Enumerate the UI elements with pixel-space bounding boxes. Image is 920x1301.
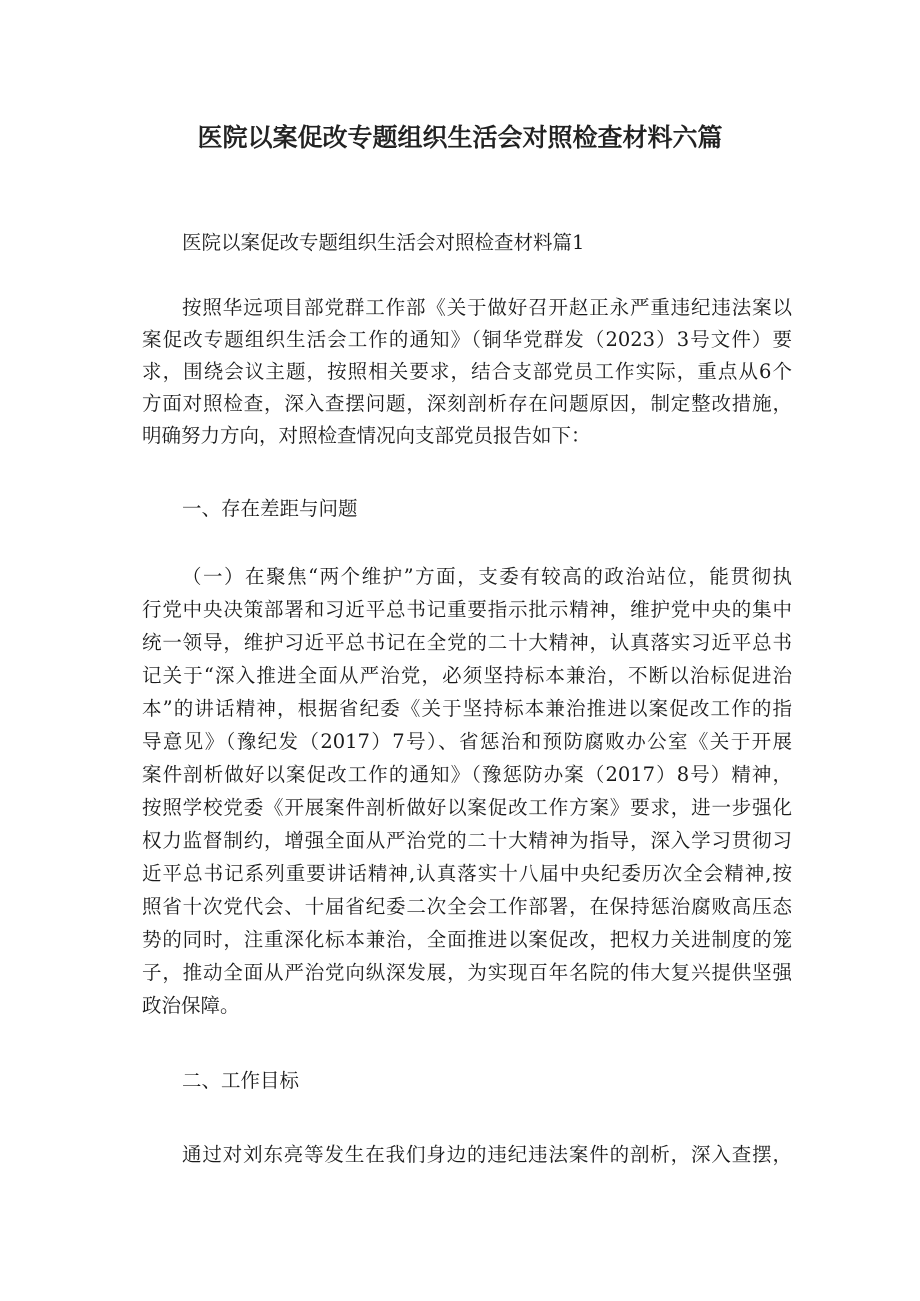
body-line: 照省十次党代会、十届省纪委二次全会工作部署，在保持惩治腐败高压态: [142, 895, 792, 918]
body-line: 导意见》（豫纪发（2017）7号）、省惩治和预防腐败办公室《关于开展: [142, 730, 792, 753]
intro-line: 方面对照检查，深入查摆问题，深刻剖析存在问题原因，制定整改措施，: [142, 392, 792, 415]
body-line: 子，推动全面从严治党向纵深发展，为实现百年名院的伟大复兴提供坚强: [142, 961, 792, 984]
body-line: （一）在聚焦“两个维护”方面，支委有较高的政治站位，能贯彻执: [182, 565, 792, 588]
intro-line: 按照华远项目部党群工作部《关于做好召开赵正永严重违纪违法案以: [182, 296, 792, 319]
body-line: 权力监督制约，增强全面从严治党的二十大精神为指导，深入学习贯彻习: [142, 829, 792, 852]
body-line: 按照学校党委《开展案件剖析做好以案促改工作方案》要求，进一步强化: [142, 796, 792, 819]
document-title: 医院以案促改专题组织生活会对照检查材料六篇: [197, 123, 723, 152]
intro-line: 明确努力方向，对照检查情况向支部党员报告如下：: [142, 424, 591, 447]
body-line: 政治保障。: [142, 994, 240, 1017]
body-line: 势的同时，注重深化标本兼治，全面推进以案促改，把权力关进制度的笼: [142, 928, 792, 951]
body-line: 统一领导，维护习近平总书记在全党的二十大精神，认真落实习近平总书: [142, 631, 792, 654]
section-heading: 一、存在差距与问题: [182, 497, 358, 520]
body-line: 通过对刘东亮等发生在我们身边的违纪违法案件的剖析，深入查摆，: [182, 1143, 792, 1166]
body-line: 记关于“深入推进全面从严治党，必须坚持标本兼治，不断以治标促进治: [142, 664, 792, 687]
intro-line: 案促改专题组织生活会工作的通知》（铜华党群发（2023）3号文件）要: [142, 328, 792, 351]
body-line: 案件剖析做好以案促改工作的通知》（豫惩防办案（2017）8号）精神，: [142, 763, 792, 786]
section-subtitle: 医院以案促改专题组织生活会对照检查材料篇1: [182, 231, 585, 254]
body-line: 近平总书记系列重要讲话精神,认真落实十八届中央纪委历次全会精神,按: [142, 862, 792, 885]
intro-line: 求，围绕会议主题，按照相关要求，结合支部党员工作实际，重点从6个: [142, 360, 792, 383]
section-heading: 二、工作目标: [182, 1069, 300, 1092]
body-line: 本”的讲话精神，根据省纪委《关于坚持标本兼治推进以案促改工作的指: [142, 697, 792, 720]
body-line: 行党中央决策部署和习近平总书记重要指示批示精神，维护党中央的集中: [142, 598, 792, 621]
